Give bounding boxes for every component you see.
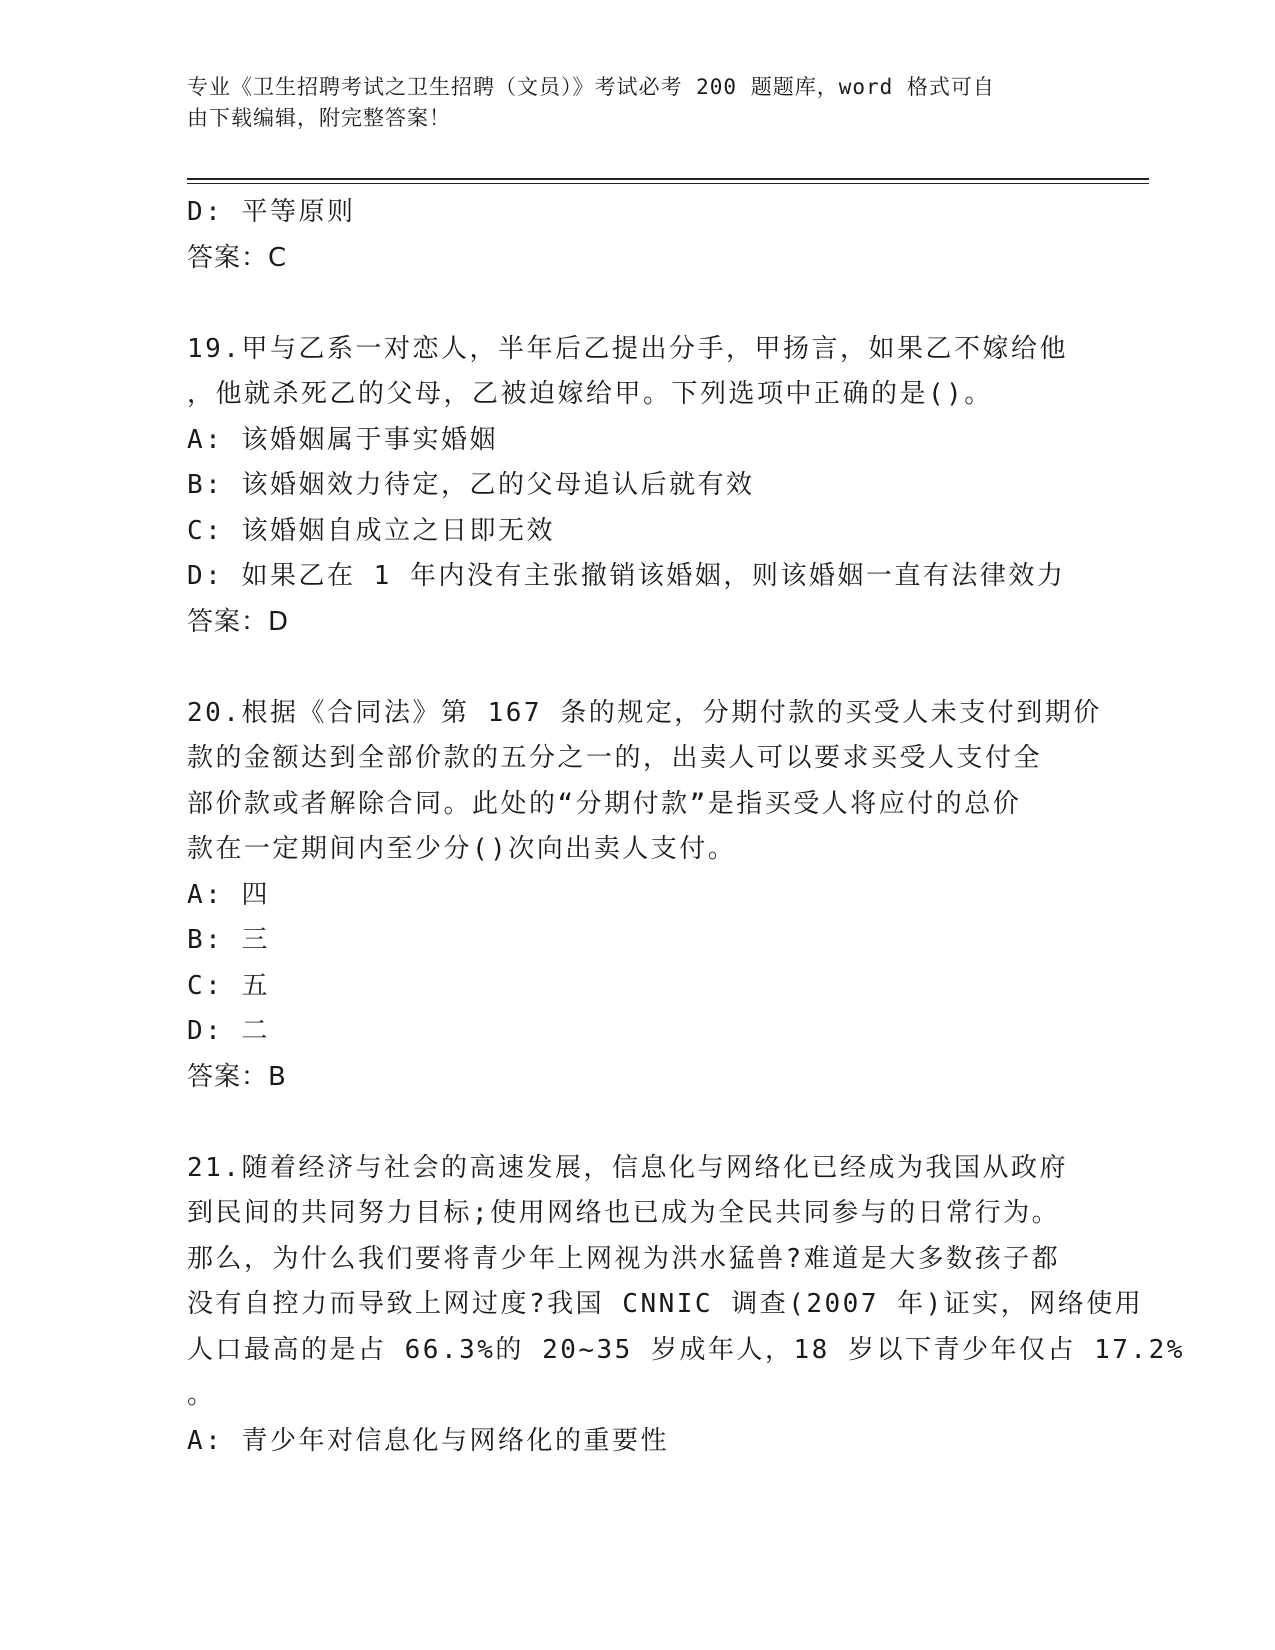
question-stem: 部价款或者解除合同。此处的“分期付款”是指买受人将应付的总价 xyxy=(187,788,1022,819)
question-19 xyxy=(187,327,1087,646)
question-stem: 19.甲与乙系一对恋人，半年后乙提出分手，甲扬言，如果乙不嫁给他 xyxy=(187,333,1068,364)
question-stem: 21.随着经济与社会的高速发展，信息化与网络化已经成为我国从政府 xyxy=(187,1152,1068,1183)
document-header xyxy=(187,72,1087,134)
question-content xyxy=(187,190,1185,1464)
option-d: D: 二 xyxy=(187,1016,270,1046)
spacer xyxy=(187,281,1087,327)
spacer xyxy=(187,645,1087,691)
option-b: B: 三 xyxy=(187,925,270,955)
question-21 xyxy=(187,1146,1185,1465)
option-a: A: 四 xyxy=(187,879,270,910)
option-d: D: 平等原则 xyxy=(187,197,356,227)
question-stem: 款的金额达到全部价款的五分之一的，出卖人可以要求买受人支付全 xyxy=(187,743,1043,773)
header-divider xyxy=(187,178,1149,184)
option-c: C: 五 xyxy=(187,970,270,1001)
question-stem: 没有自控力而导致上网过度?我国 CNNIC 调查(2007 年)证实，网络使用 xyxy=(187,1289,1144,1319)
option-a: A: 青少年对信息化与网络化的重要性 xyxy=(187,1425,669,1456)
question-stem: 20.根据《合同法》第 167 条的规定，分期付款的买受人未支付到期价 xyxy=(187,697,1102,728)
question-20 xyxy=(187,691,1102,1101)
question-stem: ，他就杀死乙的父母，乙被迫嫁给甲。下列选项中正确的是()。 xyxy=(187,379,993,409)
option-a: A: 该婚姻属于事实婚姻 xyxy=(187,424,498,455)
answer-line: 答案：D xyxy=(187,606,290,637)
question-stem: 到民间的共同努力目标;使用网络也已成为全民共同参与的日常行为。 xyxy=(187,1198,1061,1228)
answer-line: 答案：C xyxy=(187,242,288,273)
question-stem: 。 xyxy=(187,1380,216,1410)
option-b: B: 该婚姻效力待定，乙的父母追认后就有效 xyxy=(187,470,755,500)
option-d: D: 如果乙在 1 年内没有主张撤销该婚姻，则该婚姻一直有法律效力 xyxy=(187,561,1066,591)
spacer xyxy=(187,1100,1087,1146)
question-stem: 人口最高的是占 66.3%的 20~35 岁成年人，18 岁以下青少年仅占 17.2% xyxy=(187,1334,1185,1365)
question-stem: 那么，为什么我们要将青少年上网视为洪水猛兽?难道是大多数孩子都 xyxy=(187,1243,1061,1274)
question-stem: 款在一定期间内至少分()次向出卖人支付。 xyxy=(187,834,737,864)
header-line-1: 专业《卫生招聘考试之卫生招聘（文员）》考试必考 200 题题库，word 格式可自 xyxy=(187,75,995,99)
question-18-tail xyxy=(187,190,1087,281)
option-c: C: 该婚姻自成立之日即无效 xyxy=(187,515,555,546)
answer-line: 答案：B xyxy=(187,1061,287,1092)
header-line-2: 由下载编辑，附完整答案！ xyxy=(187,106,451,130)
